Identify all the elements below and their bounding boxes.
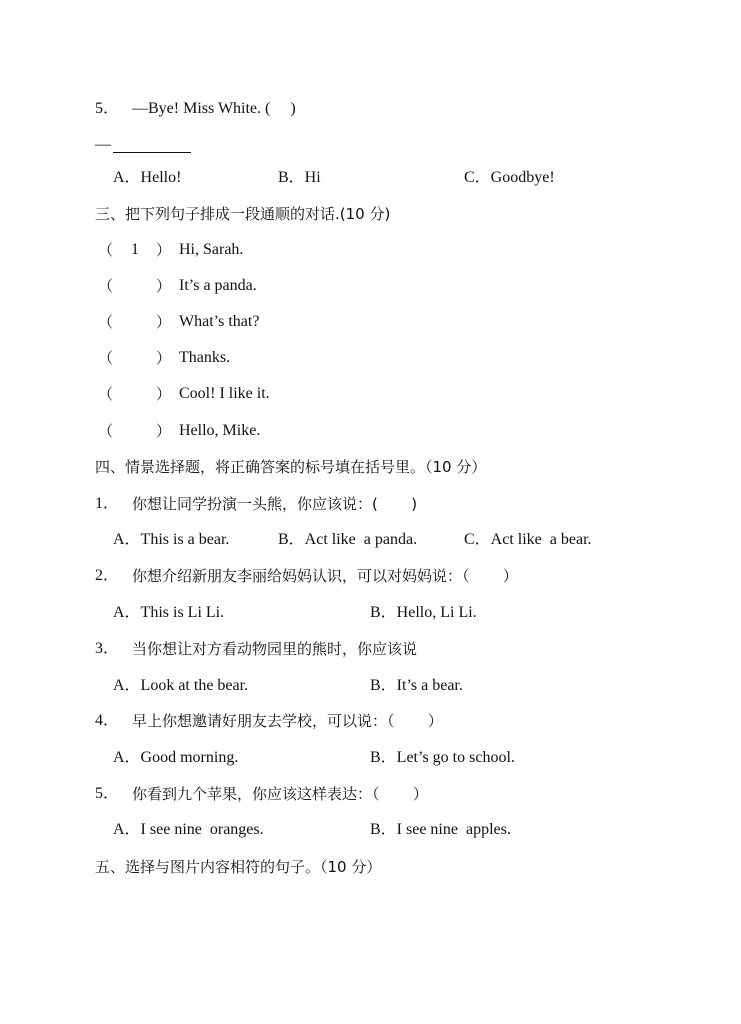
answer-blank[interactable]: [113, 152, 191, 153]
option-b[interactable]: B．It’s a bear.: [370, 677, 463, 694]
bracket-open: （: [98, 241, 114, 259]
option-b[interactable]: B．I see nine apples.: [370, 821, 511, 838]
sentence: Hello, Mike.: [179, 422, 261, 439]
bracket-close: ）: [156, 349, 172, 367]
sentence: It’s a panda.: [179, 277, 257, 294]
option-b[interactable]: B．Hi: [278, 169, 321, 186]
options-line: [0, 528, 592, 552]
question-number: 1．: [95, 495, 120, 512]
option-a[interactable]: A．This is a bear.: [113, 531, 230, 548]
bracket-open: （: [98, 385, 114, 403]
question-line: [0, 709, 443, 733]
section-3-title: 三、把下列句子排成一段通顺的对话.(10 分): [95, 205, 391, 223]
order-answer[interactable]: 1: [131, 241, 139, 258]
options-line: [0, 674, 463, 698]
option-a[interactable]: A．This is Li Li.: [113, 604, 225, 621]
option-b[interactable]: B．Let’s go to school.: [370, 749, 515, 766]
option-b[interactable]: B．Hello, Li Li.: [370, 604, 477, 621]
order-item: [0, 419, 261, 443]
option-c[interactable]: C．Act like a bear.: [464, 531, 592, 548]
bracket-open: （: [98, 277, 114, 295]
order-item: [0, 238, 244, 262]
question-prompt: —Bye! Miss White. ( ): [132, 100, 296, 117]
option-a[interactable]: A．Good morning.: [113, 749, 239, 766]
bracket-close: ）: [156, 385, 172, 403]
question-text: 早上你想邀请好朋友去学校，可以说：（ ）: [132, 712, 443, 730]
question-text: 当你想让对方看动物园里的熊时，你应该说: [132, 640, 418, 658]
order-item: [0, 382, 270, 406]
bracket-close: ）: [156, 313, 172, 331]
bracket-close: ）: [156, 277, 172, 295]
options-line: [0, 818, 511, 842]
question-number: 5．: [95, 100, 120, 117]
bracket-open: （: [98, 422, 114, 440]
bracket-close: ）: [156, 422, 172, 440]
options-line: [0, 601, 477, 625]
question-text: 你看到九个苹果，你应该这样表达：（ ）: [132, 785, 428, 803]
order-item: [0, 346, 231, 370]
sentence: What’s that?: [179, 313, 260, 330]
question-text: 你想介绍新朋友李丽给妈妈认识，可以对妈妈说：（ ）: [132, 567, 518, 585]
answer-blank-line: [95, 133, 205, 157]
sentence: Cool! I like it.: [179, 385, 270, 402]
question-5-options: [0, 166, 555, 190]
question-number: 2．: [95, 567, 120, 584]
question-line: [0, 637, 418, 661]
options-line: [0, 746, 515, 770]
sentence: Hi, Sarah.: [179, 241, 244, 258]
section-4-title: 四、情景选择题，将正确答案的标号填在括号里。（10 分）: [95, 458, 487, 476]
bracket-close: ）: [156, 241, 172, 259]
option-a[interactable]: A．Hello!: [113, 169, 182, 186]
option-a[interactable]: A．I see nine oranges.: [113, 821, 264, 838]
bracket-open: （: [98, 313, 114, 331]
sentence: Thanks.: [179, 349, 231, 366]
question-5-line: [0, 97, 296, 121]
question-line: [0, 492, 418, 516]
question-text: 你想让同学扮演一头熊，你应该说：( ): [132, 495, 418, 513]
option-c[interactable]: C．Goodbye!: [464, 169, 555, 186]
question-number: 3．: [95, 640, 120, 657]
question-line: [0, 782, 428, 806]
dash: —: [95, 136, 111, 153]
question-line: [0, 564, 518, 588]
question-number: 4．: [95, 712, 120, 729]
order-item: [0, 274, 257, 298]
bracket-open: （: [98, 349, 114, 367]
section-5-title: 五、选择与图片内容相符的句子。（10 分）: [95, 858, 382, 876]
question-number: 5．: [95, 785, 120, 802]
option-b[interactable]: B．Act like a panda.: [278, 531, 418, 548]
option-a[interactable]: A．Look at the bear.: [113, 677, 249, 694]
order-item: [0, 310, 260, 334]
